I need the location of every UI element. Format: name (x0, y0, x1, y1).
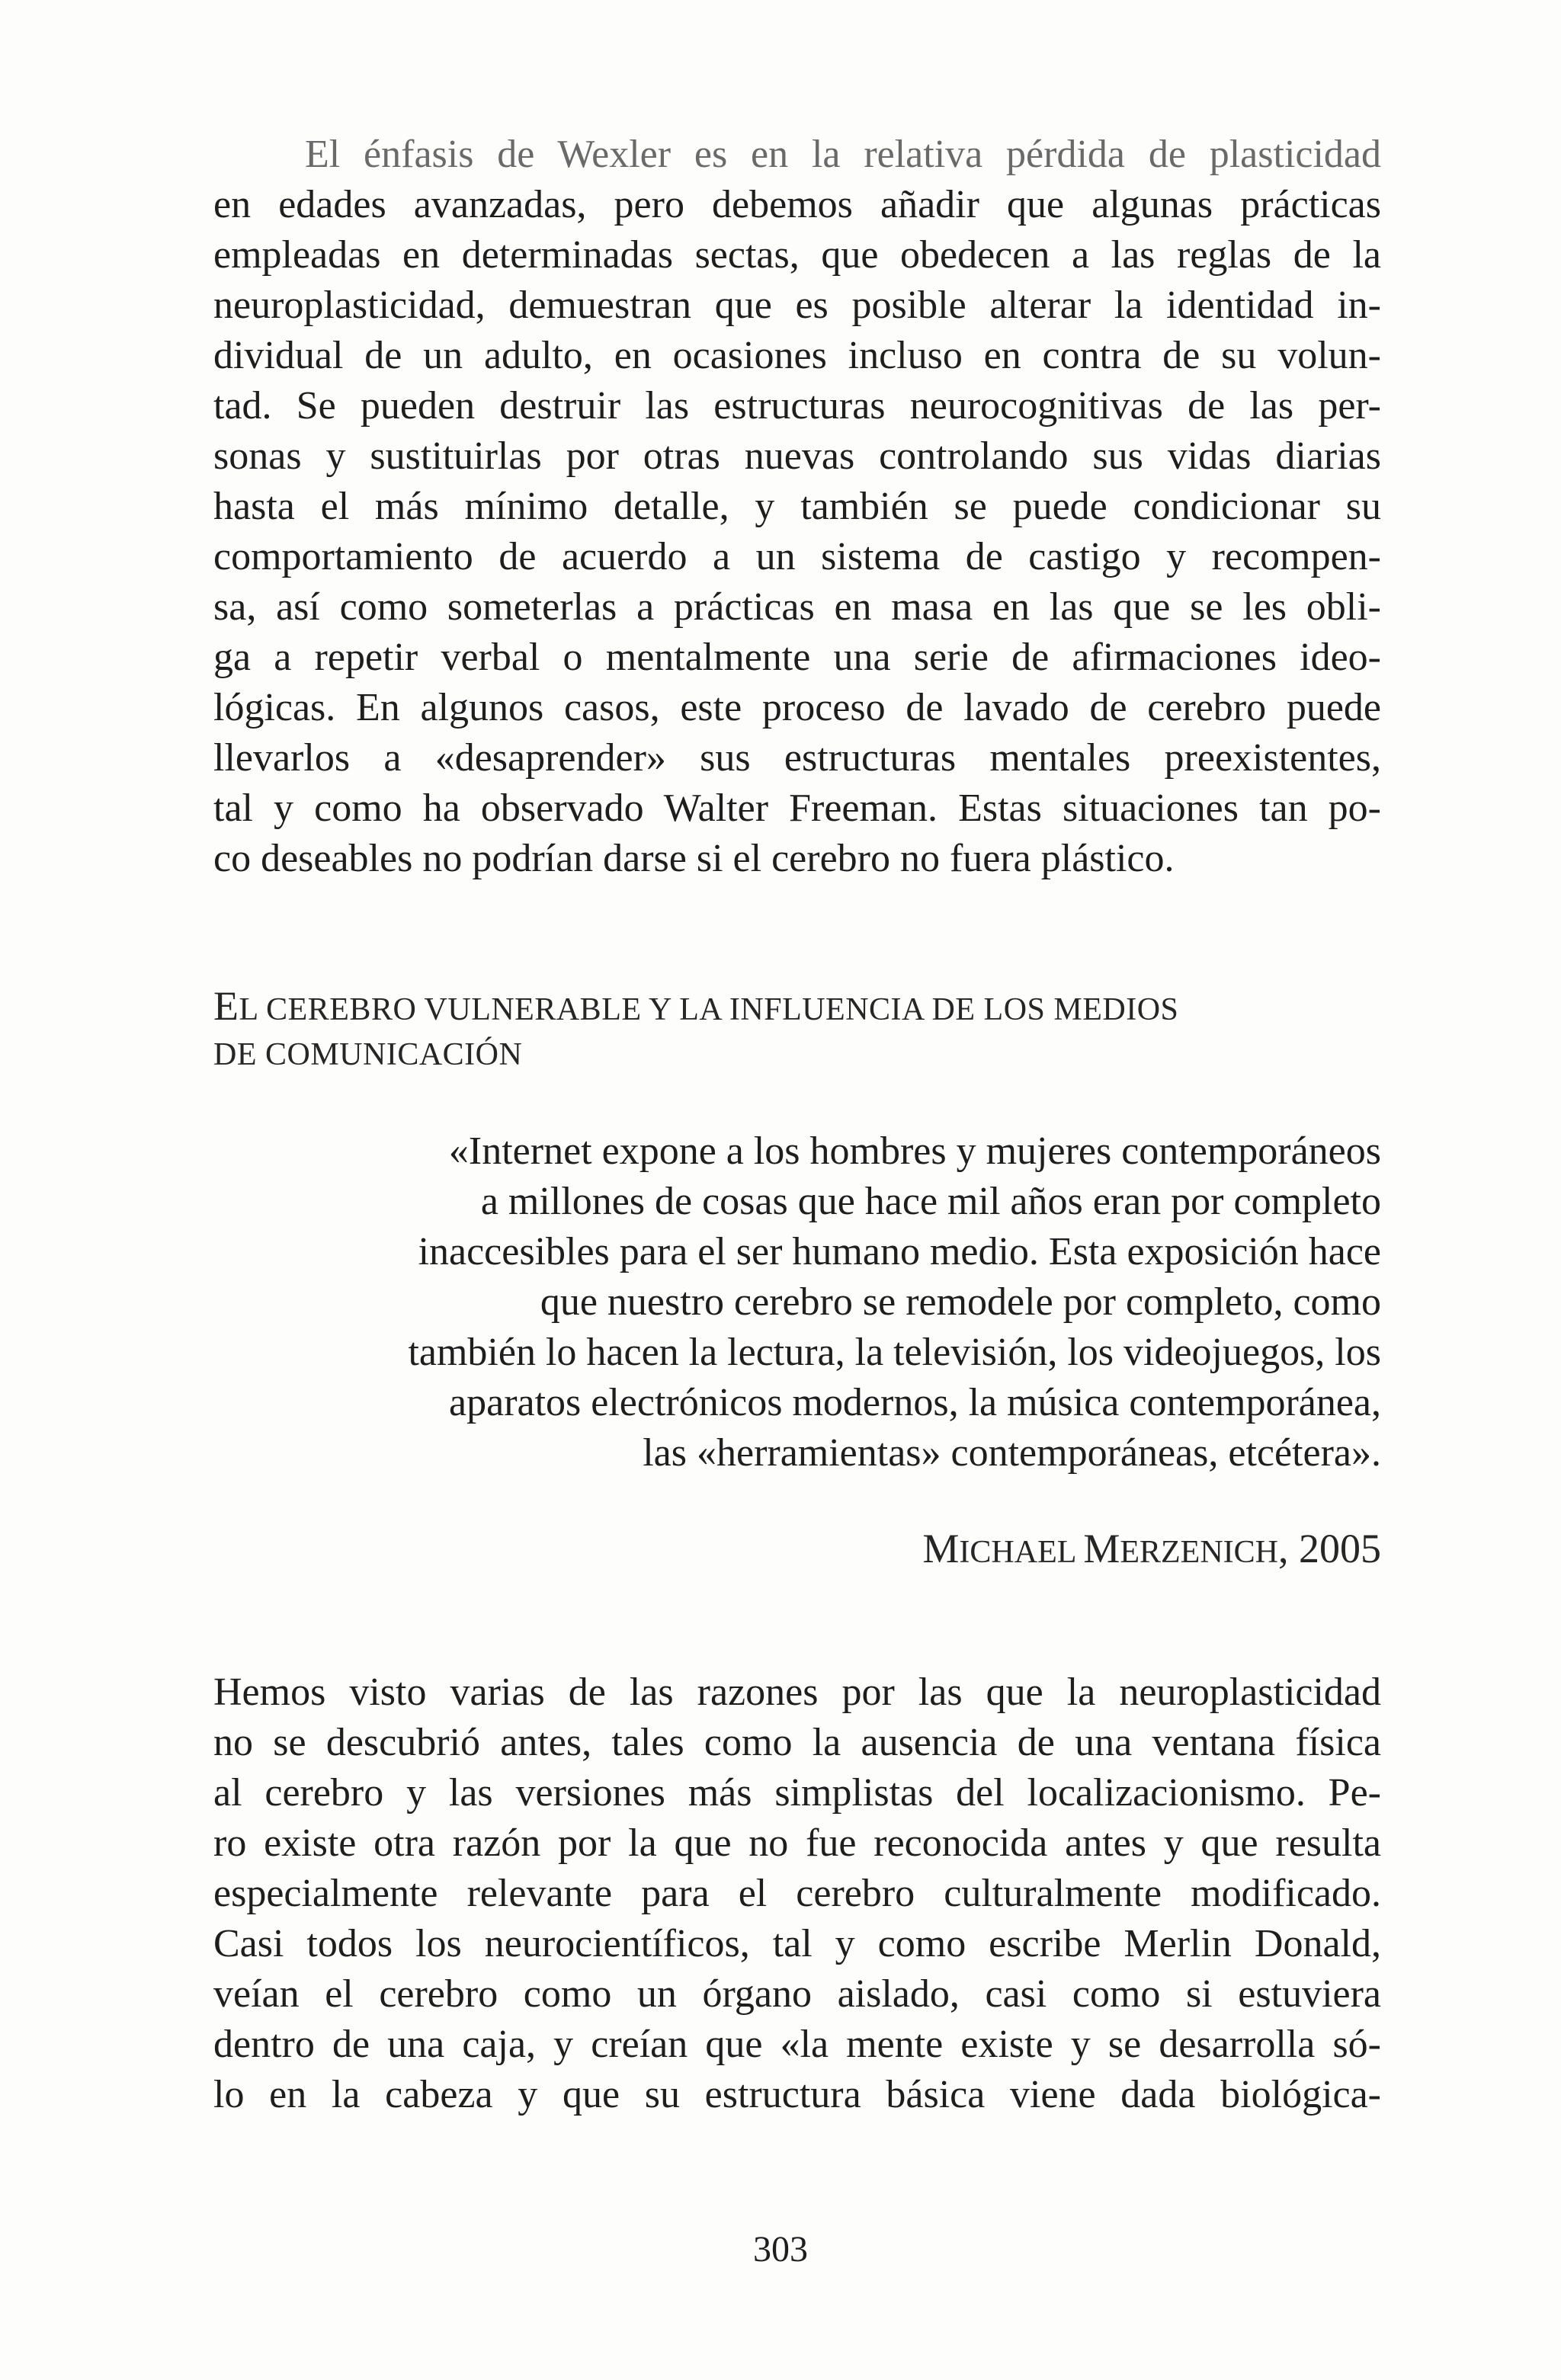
epigraph-line: también lo hacen la lectura, la televisión, los videojuegos, los (408, 1331, 1381, 1374)
paragraph-line: al cerebro y las versiones más simplistas del localizacionismo. Pe- (213, 1771, 1381, 1815)
attribution-initial: M (922, 1526, 960, 1571)
attribution-first-name: ICHAEL (959, 1535, 1075, 1570)
paragraph-line: veían el cerebro como un órgano aislado, casi como si estuviera (213, 1972, 1381, 2016)
epigraph-line: inaccesibles para el ser humano medio. Esta exposición hace (418, 1230, 1381, 1273)
paragraph-line: neuroplasticidad, demuestran que es posible alterar la identidad in- (213, 283, 1381, 327)
epigraph-line: «Internet expone a los hombres y mujeres contemporáneos (448, 1129, 1381, 1173)
epigraph-attribution (922, 1527, 1381, 1574)
paragraph-line: sa, así como someterlas a prácticas en masa en las que se les obli- (213, 585, 1381, 629)
section-heading-line-2: DE COMUNICACIÓN (213, 1037, 523, 1072)
paragraph-line: dividual de un adulto, en ocasiones incluso en contra de su volun- (213, 334, 1381, 377)
heading-text: L CEREBRO VULNERABLE Y LA INFLUENCIA DE LOS MEDIOS (239, 992, 1179, 1027)
paragraph-line: en edades avanzadas, pero debemos añadir que algunas prácticas (213, 183, 1381, 226)
heading-initial: E (213, 983, 239, 1029)
paragraph-line: El énfasis de Wexler es en la relativa pérdida de plasticidad (305, 133, 1381, 176)
paragraph-line: Casi todos los neurocientíficos, tal y como escribe Merlin Donald, (213, 1922, 1381, 1965)
paragraph-line: dentro de una caja, y creían que «la mente existe y se desarrolla só- (213, 2023, 1381, 2066)
paragraph-line: sonas y sustituirlas por otras nuevas controlando sus vidas diarias (213, 434, 1381, 478)
paragraph-line: hasta el más mínimo detalle, y también se puede condicionar su (213, 485, 1381, 528)
paragraph-line: llevarlos a «desaprender» sus estructuras mentales preexistentes, (213, 736, 1381, 780)
paragraph-line: Hemos visto varias de las razones por las que la neuroplasticidad (213, 1670, 1381, 1714)
epigraph-line: que nuestro cerebro se remodele por completo, como (540, 1280, 1381, 1324)
paragraph-line: ro existe otra razón por la que no fue reconocida antes y que resulta (213, 1821, 1381, 1865)
paragraph-line: especialmente relevante para el cerebro culturalmente modificado. (213, 1872, 1381, 1915)
paragraph-line: comportamiento de acuerdo a un sistema de castigo y recompen- (213, 535, 1381, 578)
paragraph-line: tal y como ha observado Walter Freeman. Estas situaciones tan po- (213, 786, 1381, 830)
attribution-year: , 2005 (1278, 1526, 1381, 1571)
paragraph-line: co deseables no podrían darse si el cerebro no fuera plástico. (213, 837, 1175, 880)
paragraph-line: lógicas. En algunos casos, este proceso de lavado de cerebro puede (213, 686, 1381, 729)
attribution-last-name: ERZENICH (1120, 1535, 1278, 1570)
paragraph-line: tad. Se pueden destruir las estructuras neurocognitivas de las per- (213, 384, 1381, 428)
page-number: 303 (753, 2229, 808, 2269)
section-heading-line-1 (213, 985, 1178, 1031)
paragraph-line: lo en la cabeza y que su estructura básica viene dada biológica- (213, 2073, 1381, 2116)
epigraph-line: las «herramientas» contemporáneas, etcétera». (643, 1431, 1381, 1475)
paragraph-line: empleadas en determinadas sectas, que obedecen a las reglas de la (213, 233, 1381, 277)
paragraph-line: ga a repetir verbal o mentalmente una serie de afirmaciones ideo- (213, 636, 1381, 679)
epigraph-line: a millones de cosas que hace mil años eran por completo (480, 1180, 1381, 1223)
paragraph-line: no se descubrió antes, tales como la ausencia de una ventana física (213, 1721, 1381, 1764)
attribution-initial: M (1083, 1526, 1120, 1571)
epigraph-line: aparatos electrónicos modernos, la música contemporánea, (449, 1381, 1381, 1424)
